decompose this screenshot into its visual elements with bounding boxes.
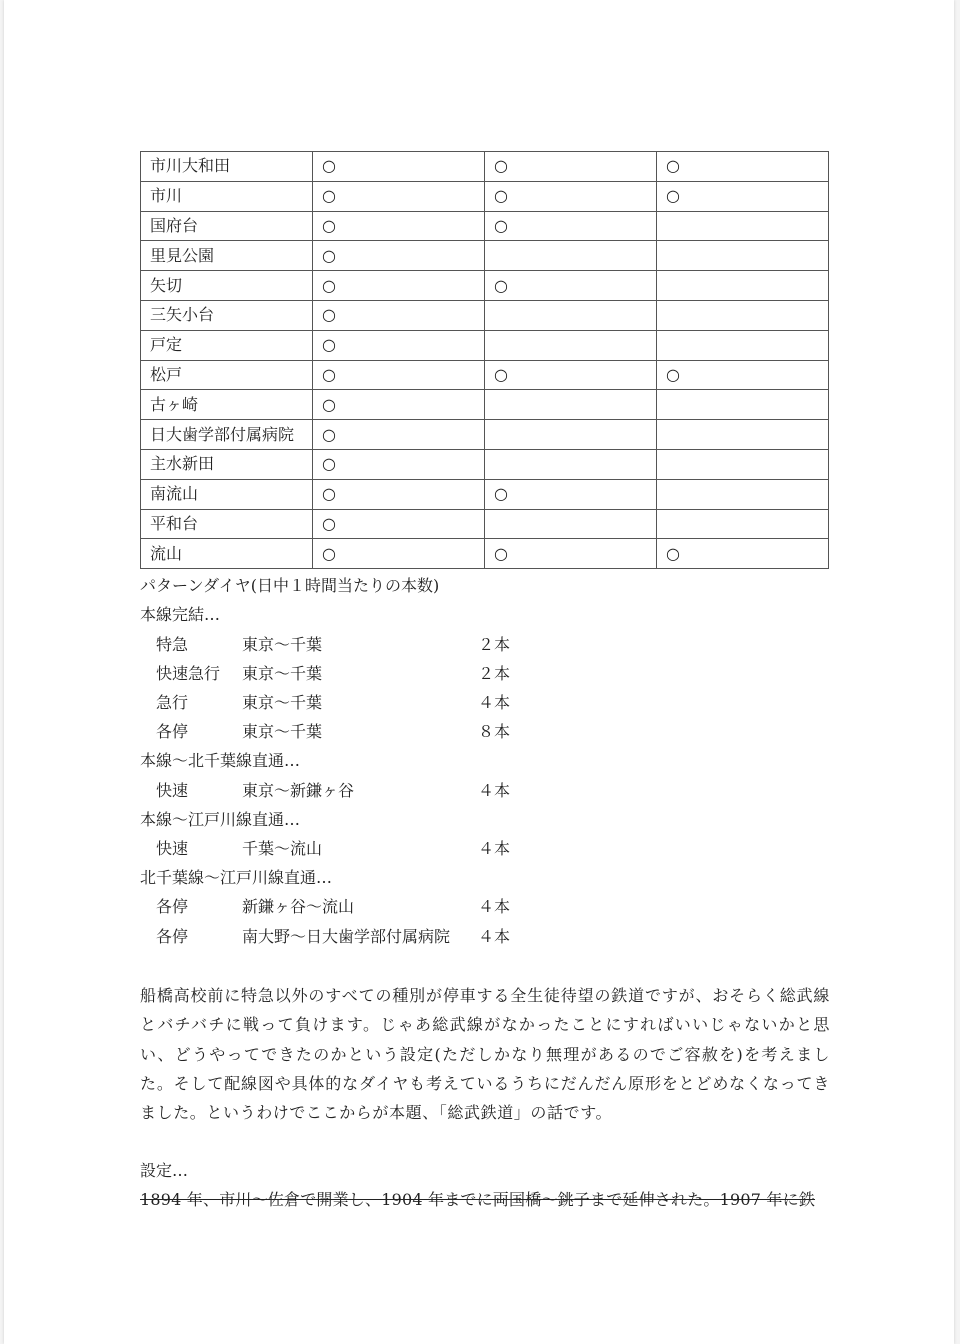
stop-mark-cell [657, 449, 829, 479]
stop-mark-cell [657, 241, 829, 271]
struck-line: 1894 年、市川～佐倉で開業し、1904 年までに両国橋～銚子まで延伸された。1907 年に鉄 [140, 1189, 816, 1209]
service-count: ２本 [478, 663, 511, 683]
stop-mark-cell: ○ [313, 152, 485, 182]
stop-mark-cell [657, 420, 829, 450]
service-type: 各停 [156, 897, 189, 917]
service-count: ２本 [478, 634, 511, 654]
body-paragraph: 船橋高校前に特急以外のすべての種別が停車する全生徒待望の鉄道ですが、おそらく総武線とバチバチに戦って負けます。じゃあ総武線がなかったことにすればいいじゃないかと思い、どうやってできたのかという設定(ただしかなり無理があるのでご容赦を)を考えました。そして配線図や具体的なダイヤも考えているうちにだんだん原形をとどめなくなってきました。というわけでここからが本題、「総武鉄道」の話です。 [140, 985, 830, 1123]
service-row [140, 688, 830, 717]
service-type: 特急 [156, 634, 189, 654]
station-name-cell: 三矢小台 [141, 300, 313, 330]
service-count: ４本 [478, 838, 511, 858]
service-route: 南大野～日大歯学部付属病院 [242, 926, 451, 946]
stop-mark-cell: ○ [657, 360, 829, 390]
page-content [140, 151, 830, 1214]
table-row [141, 479, 829, 509]
service-row [140, 630, 830, 659]
stop-mark-cell: ○ [313, 509, 485, 539]
stop-mark-cell: ○ [313, 449, 485, 479]
service-row [140, 922, 830, 951]
pattern-groups [140, 600, 830, 950]
stop-mark-cell [657, 479, 829, 509]
service-group-heading: 本線～北千葉線直通… [140, 751, 301, 771]
table-row [141, 360, 829, 390]
stop-table [140, 151, 829, 569]
service-route: 東京～新鎌ヶ谷 [242, 780, 355, 800]
stop-mark-cell [485, 390, 657, 420]
table-row [141, 271, 829, 301]
stop-mark-cell: ○ [313, 479, 485, 509]
service-count: ４本 [478, 780, 511, 800]
service-row [140, 717, 830, 746]
stop-mark-cell: ○ [485, 181, 657, 211]
stop-mark-cell [657, 509, 829, 539]
service-type: 快速 [156, 780, 189, 800]
table-row [141, 300, 829, 330]
station-name-cell: 市川 [141, 181, 313, 211]
service-row [140, 834, 830, 863]
stop-mark-cell: ○ [313, 539, 485, 569]
stop-mark-cell: ○ [313, 390, 485, 420]
stop-mark-cell: ○ [657, 152, 829, 182]
stop-mark-cell [657, 390, 829, 420]
service-route: 東京～千葉 [242, 722, 323, 742]
service-count: ８本 [478, 722, 511, 742]
table-row [141, 420, 829, 450]
stop-mark-cell [485, 330, 657, 360]
station-name-cell: 流山 [141, 539, 313, 569]
stop-mark-cell [485, 420, 657, 450]
service-type: 快速急行 [156, 663, 221, 683]
stop-mark-cell [485, 449, 657, 479]
stop-mark-cell: ○ [485, 360, 657, 390]
stop-mark-cell [485, 300, 657, 330]
service-type: 快速 [156, 838, 189, 858]
service-type: 各停 [156, 926, 189, 946]
stop-mark-cell: ○ [485, 271, 657, 301]
table-row [141, 539, 829, 569]
stop-mark-cell [485, 241, 657, 271]
station-name-cell: 南流山 [141, 479, 313, 509]
pattern-title: パターンダイヤ(日中１時間当たりの本数) [140, 576, 440, 596]
station-name-cell: 国府台 [141, 211, 313, 241]
stop-mark-cell [657, 271, 829, 301]
service-row [140, 776, 830, 805]
service-route: 新鎌ヶ谷～流山 [242, 897, 355, 917]
stop-mark-cell [657, 330, 829, 360]
stop-mark-cell: ○ [313, 300, 485, 330]
table-row [141, 152, 829, 182]
stop-mark-cell [485, 509, 657, 539]
service-type: 各停 [156, 722, 189, 742]
stop-mark-cell [657, 211, 829, 241]
service-route: 東京～千葉 [242, 663, 323, 683]
service-route: 東京～千葉 [242, 692, 323, 712]
stop-mark-cell: ○ [313, 181, 485, 211]
stop-mark-cell: ○ [485, 211, 657, 241]
stop-mark-cell: ○ [313, 360, 485, 390]
stop-mark-cell: ○ [313, 211, 485, 241]
station-name-cell: 平和台 [141, 509, 313, 539]
station-name-cell: 古ヶ崎 [141, 390, 313, 420]
service-group-heading: 本線完結… [140, 605, 221, 625]
service-route: 千葉～流山 [242, 838, 323, 858]
stop-mark-cell: ○ [313, 241, 485, 271]
table-row [141, 211, 829, 241]
stop-mark-cell: ○ [313, 271, 485, 301]
service-group-heading: 本線～江戸川線直通… [140, 809, 301, 829]
station-name-cell: 戸定 [141, 330, 313, 360]
stop-mark-cell: ○ [485, 479, 657, 509]
station-name-cell: 矢切 [141, 271, 313, 301]
table-row [141, 509, 829, 539]
service-group-heading: 北千葉線～江戸川線直通… [140, 868, 333, 888]
station-name-cell: 市川大和田 [141, 152, 313, 182]
station-name-cell: 松戸 [141, 360, 313, 390]
stop-mark-cell: ○ [657, 539, 829, 569]
table-row [141, 330, 829, 360]
service-count: ４本 [478, 897, 511, 917]
service-type: 急行 [156, 692, 189, 712]
service-count: ４本 [478, 692, 511, 712]
stop-mark-cell: ○ [657, 181, 829, 211]
service-row [140, 659, 830, 688]
stop-mark-cell [657, 300, 829, 330]
table-row [141, 449, 829, 479]
table-row [141, 181, 829, 211]
stop-mark-cell: ○ [313, 420, 485, 450]
table-row [141, 390, 829, 420]
stop-mark-cell: ○ [485, 539, 657, 569]
setting-title: 設定… [140, 1160, 189, 1180]
service-row [140, 892, 830, 921]
stop-table-body [141, 152, 829, 569]
station-name-cell: 里見公園 [141, 241, 313, 271]
station-name-cell: 日大歯学部付属病院 [141, 420, 313, 450]
table-row [141, 241, 829, 271]
stop-mark-cell: ○ [485, 152, 657, 182]
stop-mark-cell: ○ [313, 330, 485, 360]
document-page [4, 0, 954, 1344]
service-count: ４本 [478, 926, 511, 946]
service-route: 東京～千葉 [242, 634, 323, 654]
station-name-cell: 主水新田 [141, 449, 313, 479]
